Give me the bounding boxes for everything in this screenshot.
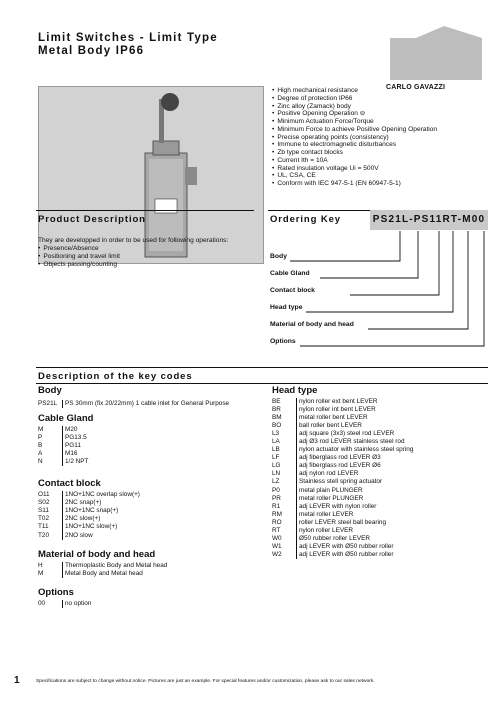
- ordering-label-cable-gland: Cable Gland: [270, 270, 310, 277]
- divider: [36, 383, 488, 384]
- table-row: [38, 515, 229, 523]
- operation-item: • Positioning and travel limit: [38, 253, 253, 261]
- feature-item: • Precise operating points (consistency): [272, 134, 437, 142]
- operation-item: • Presence/Absence: [38, 245, 253, 253]
- code: W1: [272, 542, 282, 550]
- contact-block-title: Contact block: [38, 478, 101, 490]
- code: L3: [272, 430, 280, 438]
- table-row: [38, 499, 229, 507]
- code-desc: Thermoplastic Body and Metal head: [62, 562, 167, 570]
- table-row: [272, 495, 413, 503]
- logo-text: CARLO GAVAZZI: [386, 84, 446, 91]
- code-desc: 1/2 NPT: [62, 458, 88, 466]
- table-row: [272, 487, 413, 495]
- table-row: [38, 562, 229, 570]
- code: LZ: [272, 478, 280, 486]
- table-row: [38, 523, 229, 531]
- code: RM: [272, 510, 282, 518]
- key-codes-heading: Description of the key codes: [38, 371, 193, 382]
- feature-item: • Minimum Force to achieve Positive Opening Operation: [272, 126, 437, 134]
- code-desc: metal roller PLUNGER: [296, 495, 363, 503]
- positive-opening-icon: ⊖: [359, 110, 366, 118]
- operation-item: • Objects passing/counting: [38, 261, 253, 269]
- code: M: [38, 426, 44, 434]
- table-row: [272, 398, 413, 406]
- key-codes-left-column: [38, 385, 229, 608]
- code: T20: [38, 531, 50, 539]
- ordering-label-options: Options: [270, 338, 296, 345]
- code-desc: adj LEVER with Ø50 rubber roller: [296, 551, 393, 559]
- code: BM: [272, 414, 282, 422]
- feature-item: • Minimum Actuation Force/Torque: [272, 118, 437, 126]
- page-number: 1: [14, 675, 20, 686]
- footer-note: Specifications are subject to change without notice. Pictures are just an example. For special features and/or customization, please ask to our sales network.: [36, 679, 375, 684]
- code: A: [38, 450, 43, 458]
- code-desc: no option: [62, 600, 91, 608]
- table-row: [272, 543, 413, 551]
- code: LB: [272, 446, 280, 454]
- code-desc: 2NO slow: [62, 532, 93, 540]
- code-desc: nylon roller int bent LEVER: [296, 406, 376, 414]
- ordering-label-contact-block: Contact block: [270, 287, 315, 294]
- table-row: [272, 454, 413, 462]
- table-row: [38, 491, 229, 499]
- code: P0: [272, 486, 280, 494]
- code: P: [38, 434, 43, 442]
- code: W0: [272, 534, 282, 542]
- code: LN: [272, 470, 281, 478]
- table-row: [272, 535, 413, 543]
- feature-item: • Rated insulation voltage Ui = 500V: [272, 165, 437, 173]
- table-row: [272, 470, 413, 478]
- code-desc: Stainless stell spring actuator: [296, 478, 382, 486]
- table-row: [272, 462, 413, 470]
- ordering-label-head-type: Head type: [270, 304, 303, 311]
- code-desc: PG13.5: [62, 434, 87, 442]
- code-desc: adj fiberglass rod LEVER Ø6: [296, 462, 381, 470]
- table-row: [38, 600, 229, 608]
- code-desc: nylon actuator with stainless steel spring: [296, 446, 413, 454]
- code: S11: [38, 507, 49, 515]
- key-codes-right-column: [272, 385, 413, 559]
- table-row: [272, 511, 413, 519]
- code: LG: [272, 462, 281, 470]
- code: O11: [38, 491, 50, 499]
- table-row: [272, 438, 413, 446]
- feature-text: Positive Opening Operation: [277, 110, 358, 118]
- code: T11: [38, 523, 49, 531]
- code-desc: M16: [62, 450, 77, 458]
- body-title: Body: [38, 385, 62, 396]
- product-description-heading: Product Description: [38, 214, 146, 225]
- table-row: [38, 458, 229, 466]
- ordering-label-material: Material of body and head: [270, 321, 354, 328]
- code: T02: [38, 515, 50, 523]
- table-row: [38, 450, 229, 458]
- code: N: [38, 458, 43, 466]
- code-desc: 1NO+1NC snap(+): [62, 507, 118, 515]
- table-row: [38, 570, 229, 578]
- table-row: [38, 400, 229, 408]
- ordering-label-body: Body: [270, 253, 287, 260]
- code: PS21L: [38, 400, 58, 407]
- code-desc: metal plain PLUNGER: [296, 487, 363, 495]
- feature-item: • Conform with IEC 947-5-1 (EN 60947-5-1): [272, 180, 437, 188]
- options-title: Options: [38, 586, 74, 598]
- feature-item: • Degree of protection IP66: [272, 95, 437, 103]
- table-row: [38, 426, 229, 434]
- code: LF: [272, 454, 280, 462]
- code: BE: [272, 398, 281, 405]
- table-row: [272, 430, 413, 438]
- code-desc: PS 30mm (fix 20/22mm) 1 cable inlet for General Purpose: [62, 400, 229, 408]
- code-desc: metal roller bent LEVER: [296, 414, 368, 422]
- feature-item: • High mechanical resistance: [272, 87, 437, 95]
- code-desc: 1NO+1NC overlap slow(+): [62, 491, 140, 499]
- divider: [36, 367, 488, 368]
- code: 00: [38, 599, 46, 607]
- code: B: [38, 442, 43, 450]
- table-row: [272, 406, 413, 414]
- ordering-key-heading: Ordering Key: [270, 214, 341, 225]
- code-desc: 1NO+1NC slow(+): [62, 523, 117, 531]
- head-type-title: Head type: [272, 385, 318, 396]
- code: BO: [272, 422, 282, 430]
- code-desc: metal roller LEVER: [296, 511, 353, 519]
- code-desc: adj LEVER with Ø50 rubber roller: [296, 543, 393, 551]
- code: W2: [272, 550, 282, 558]
- code-desc: 2NC snap(+): [62, 499, 101, 507]
- code-desc: adj square (3x3) steel rod LEVER: [296, 430, 394, 438]
- feature-item: • Zinc alloy (Zamack) body: [272, 103, 437, 111]
- code-desc: M20: [62, 426, 77, 434]
- table-row: [272, 527, 413, 535]
- code: BR: [272, 406, 281, 414]
- code-desc: adj Ø3 rod LEVER stainless steel rod: [296, 438, 405, 446]
- table-row: [38, 532, 229, 540]
- code-desc: roller LEVER steel ball bearing: [296, 519, 386, 527]
- table-row: [38, 442, 229, 450]
- code-desc: ball roller bent LEVER: [296, 422, 362, 430]
- table-row: [272, 478, 413, 486]
- code-desc: adj fiberglass rod LEVER Ø3: [296, 454, 381, 462]
- title-line-2: Metal Body IP66: [38, 45, 145, 57]
- code-desc: nylon roller ext bent LEVER: [296, 398, 378, 406]
- code-desc: Metal Body and Metal head: [62, 570, 143, 578]
- table-row: [272, 414, 413, 422]
- table-row: [272, 446, 413, 454]
- feature-item: • Current Ith = 10A: [272, 157, 437, 165]
- feature-item: • Immune to electromagnetic disturbances: [272, 141, 437, 149]
- table-row: [38, 507, 229, 515]
- code: LA: [272, 438, 280, 446]
- table-row: [272, 422, 413, 430]
- table-row: [272, 503, 413, 511]
- feature-item: • UL, CSA, CE: [272, 172, 437, 180]
- table-row: [38, 434, 229, 442]
- title-line-1: Limit Switches - Limit Type: [38, 32, 218, 44]
- material-title: Material of body and head: [38, 548, 156, 560]
- code-desc: adj nylon rod LEVER: [296, 470, 358, 478]
- ordering-code: PS21L-PS11RT-M00: [370, 210, 488, 230]
- code: M: [38, 569, 44, 577]
- code-desc: adj LEVER with nylon roller: [296, 503, 376, 511]
- code: RO: [272, 518, 282, 526]
- code: S02: [38, 499, 50, 507]
- code-desc: 2NC slow(+): [62, 515, 100, 523]
- code-desc: Ø50 rubber roller LEVER: [296, 535, 370, 543]
- code-desc: nylon roller LEVER: [296, 527, 353, 535]
- feature-item: • Zb type contact blocks: [272, 149, 437, 157]
- code: R1: [272, 502, 281, 510]
- cable-gland-title: Cable Gland: [38, 413, 94, 425]
- table-row: [272, 519, 413, 527]
- code: H: [38, 561, 43, 569]
- code-desc: PG11: [62, 442, 81, 450]
- table-row: [272, 551, 413, 559]
- product-description-text: They are developped in order to be used for following operations:: [38, 237, 229, 244]
- code: RT: [272, 526, 281, 534]
- code: PR: [272, 494, 281, 502]
